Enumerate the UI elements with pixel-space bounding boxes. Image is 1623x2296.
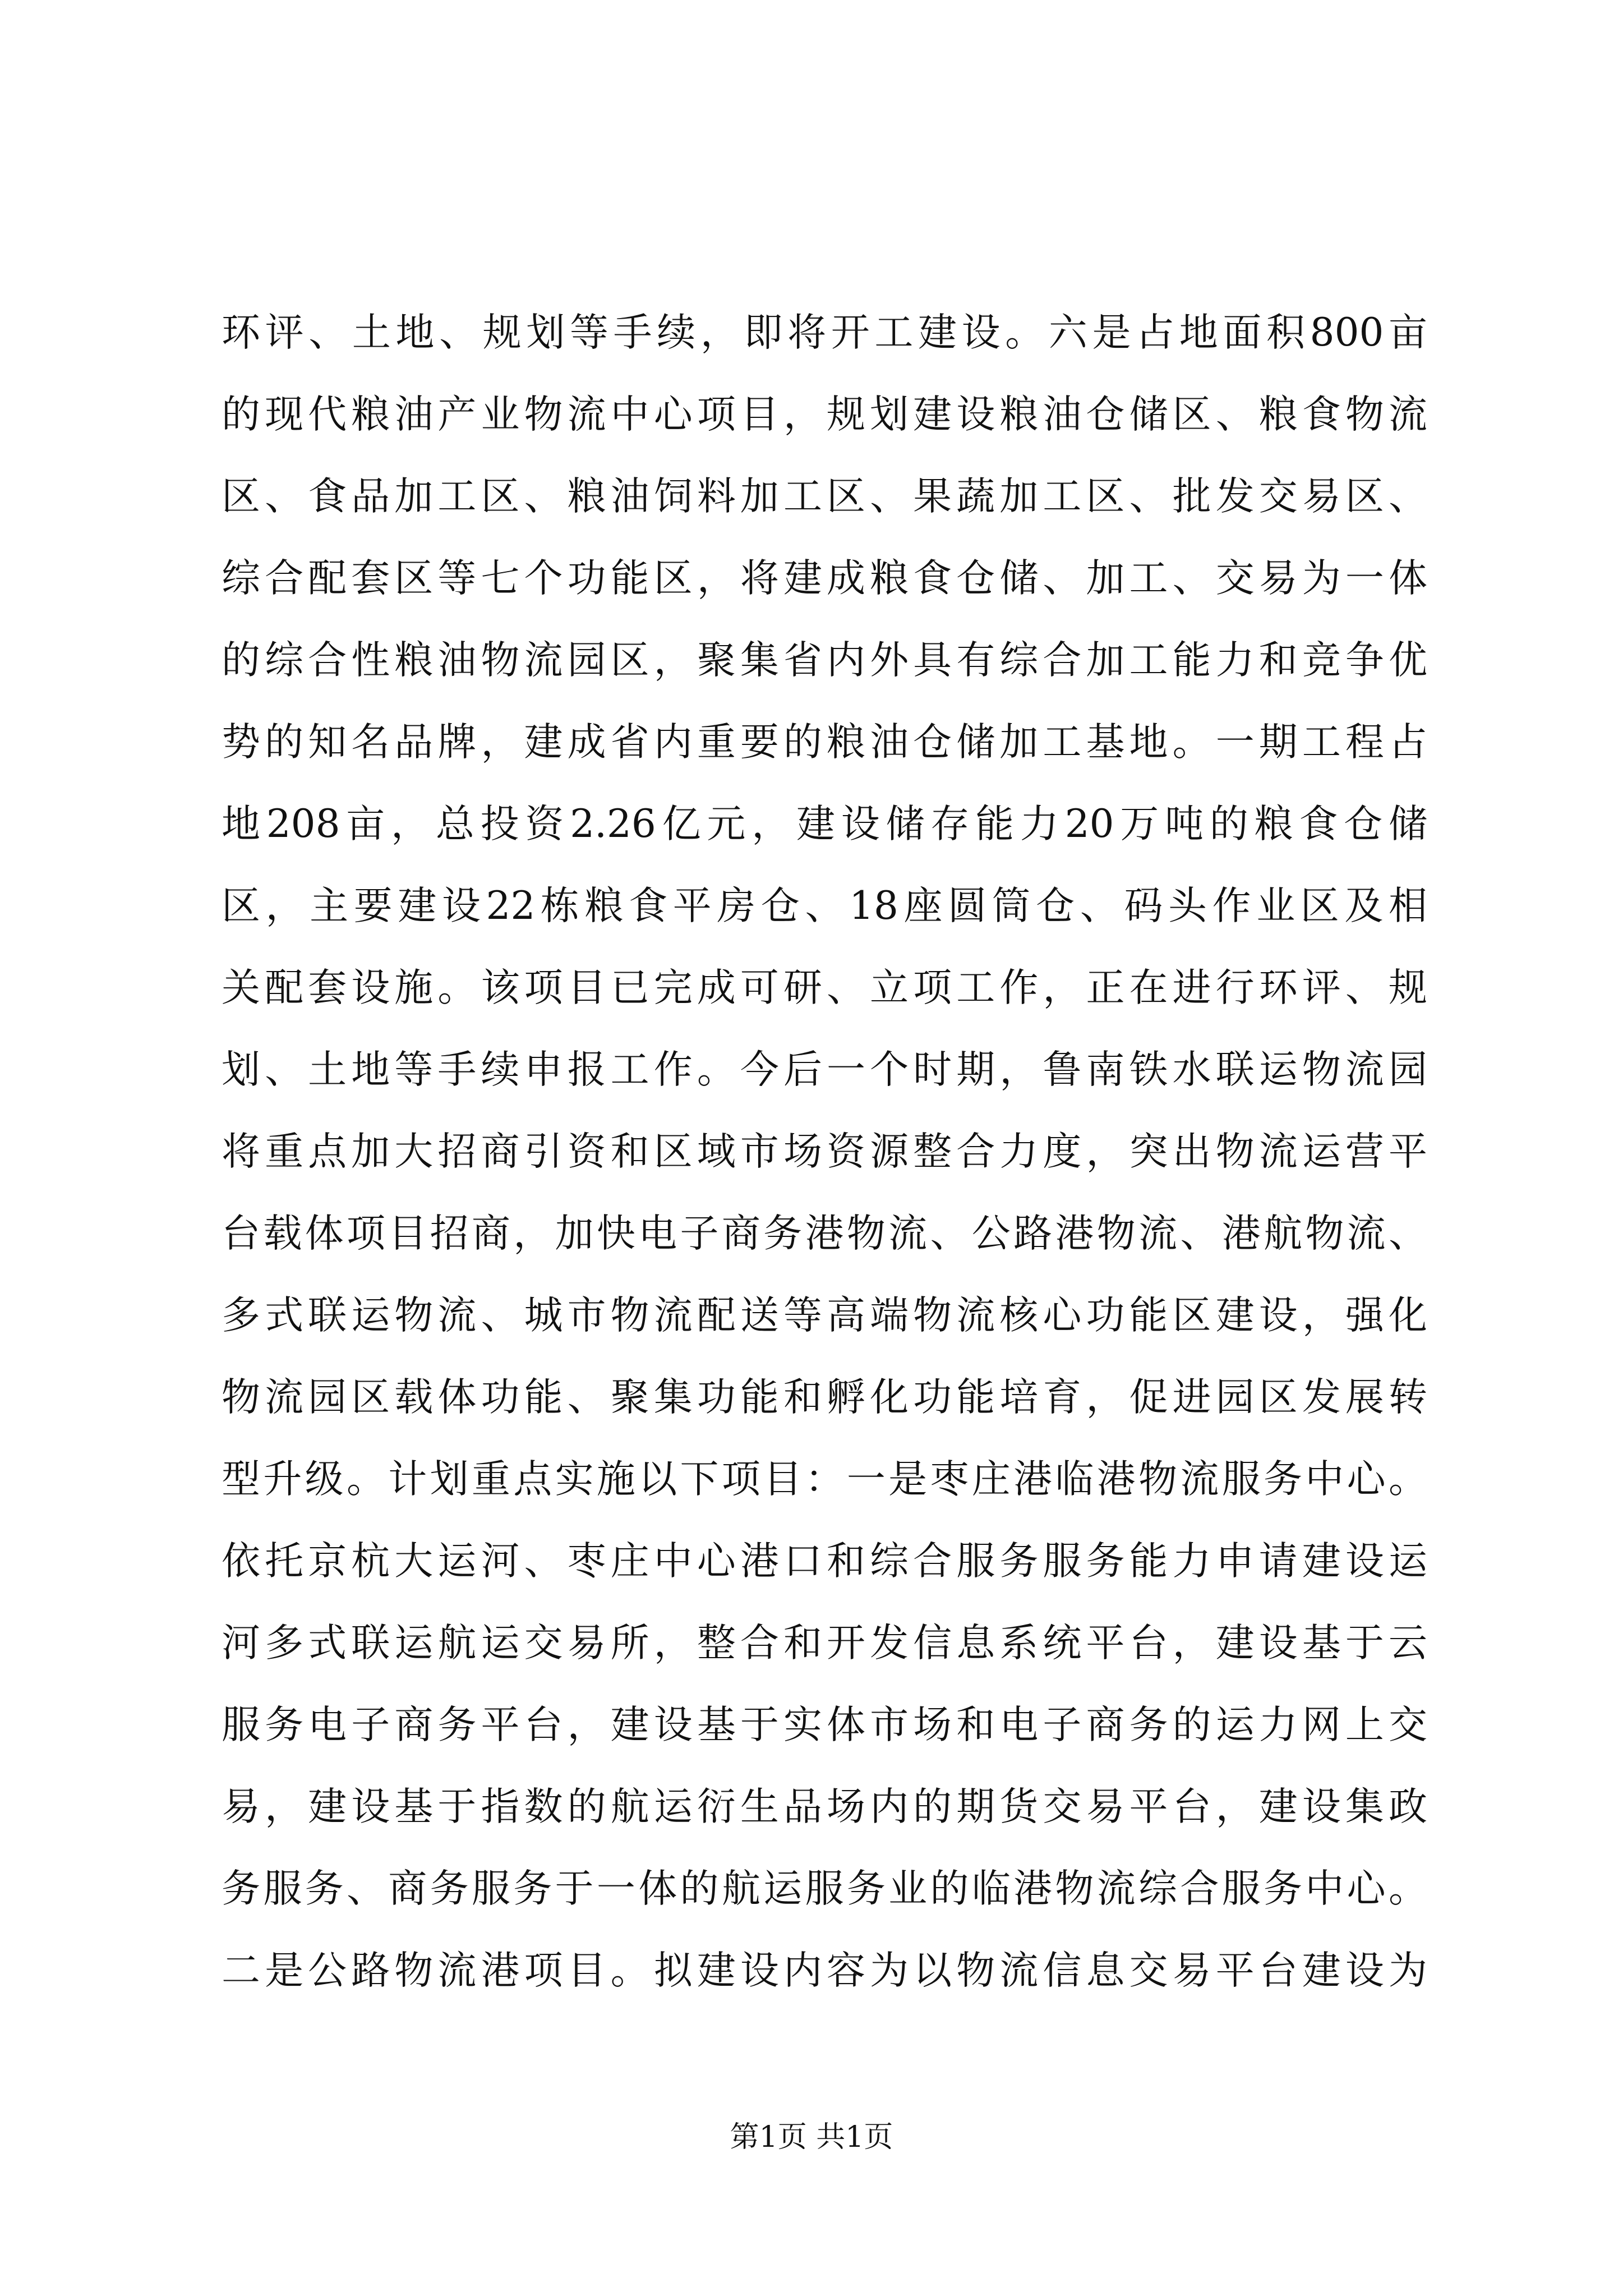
text-line: 环评、土地、规划等手续，即将开工建设。六是占地面积800亩 — [222, 310, 1427, 355]
text-line: 区、食品加工区、粮油饲料加工区、果蔬加工区、批发交易区、 — [222, 474, 1427, 519]
text-line: 物流园区载体功能、聚集功能和孵化功能培育，促进园区发展转 — [222, 1375, 1427, 1420]
text-line: 务服务、商务服务于一体的航运服务业的临港物流综合服务中心。 — [222, 1866, 1427, 1911]
text-line: 依托京杭大运河、枣庄中心港口和综合服务服务能力申请建设运 — [222, 1539, 1427, 1584]
text-line: 区，主要建设22栋粮食平房仓、18座圆筒仓、码头作业区及相 — [222, 884, 1427, 928]
page-footer: 第1页 共1页 — [730, 2120, 893, 2154]
text-line: 服务电子商务平台，建设基于实体市场和电子商务的运力网上交 — [222, 1703, 1427, 1747]
text-line: 多式联运物流、城市物流配送等高端物流核心功能区建设，强化 — [222, 1293, 1427, 1338]
text-line: 的综合性粮油物流园区，聚集省内外具有综合加工能力和竞争优 — [222, 638, 1427, 683]
text-line: 的现代粮油产业物流中心项目，规划建设粮油仓储区、粮食物流 — [222, 392, 1427, 437]
text-line: 划、土地等手续申报工作。今后一个时期，鲁南铁水联运物流园 — [222, 1047, 1427, 1092]
text-line: 将重点加大招商引资和区域市场资源整合力度，突出物流运营平 — [222, 1129, 1427, 1174]
text-line: 型升级。计划重点实施以下项目：一是枣庄港临港物流服务中心。 — [222, 1457, 1427, 1502]
text-line: 关配套设施。该项目已完成可研、立项工作，正在进行环评、规 — [222, 965, 1427, 1010]
text-line: 势的知名品牌，建成省内重要的粮油仓储加工基地。一期工程占 — [222, 720, 1427, 765]
body-text — [222, 292, 1427, 2012]
text-line: 二是公路物流港项目。拟建设内容为以物流信息交易平台建设为 — [222, 1948, 1427, 1993]
text-line: 易，建设基于指数的航运衍生品场内的期货交易平台，建设集政 — [222, 1784, 1427, 1829]
text-line: 台载体项目招商，加快电子商务港物流、公路港物流、港航物流、 — [222, 1211, 1427, 1256]
text-line: 地208亩，总投资2.26亿元，建设储存能力20万吨的粮食仓储 — [222, 802, 1427, 846]
text-line: 河多式联运航运交易所，整合和开发信息系统平台，建设基于云 — [222, 1621, 1427, 1665]
text-line: 综合配套区等七个功能区，将建成粮食仓储、加工、交易为一体 — [222, 556, 1427, 601]
